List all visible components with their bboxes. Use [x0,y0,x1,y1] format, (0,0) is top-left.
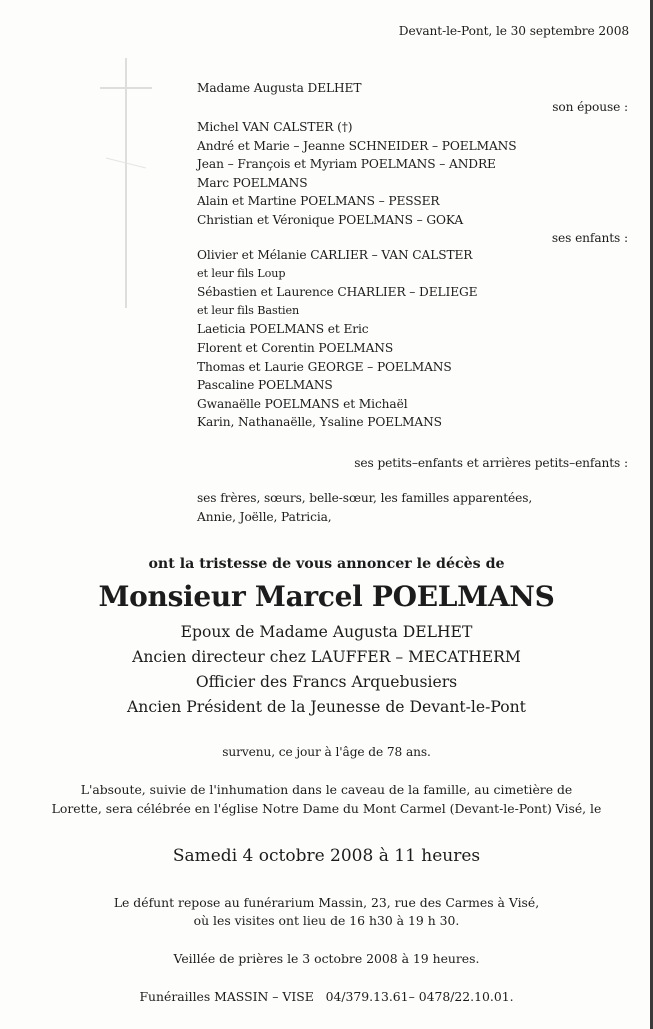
death-note: survenu, ce jour à l'âge de 78 ans. [222,745,431,759]
list-item: Michel VAN CALSTER (†) [197,120,353,134]
ceremony-line-1: L'absoute, suivie de l'inhumation dans le caveau de la famille, au cimetière de [80,782,573,797]
list-item: Olivier et Mélanie CARLIER – VAN CALSTER [197,248,473,262]
family-line-2: Annie, Joëlle, Patricia, [197,510,332,524]
widow-name: Madame Augusta DELHET [197,81,362,95]
widow-role: son épouse : [552,100,628,114]
deceased-title-4: Ancien Président de la Jeunesse de Devant-le-Pont [127,698,526,716]
visitation-line-1: Le défunt repose au funérarium Massin, 23, rue des Carmes à Visé, [113,895,540,910]
list-item: Sébastien et Laurence CHARLIER – DELIEGE [197,285,478,300]
list-item: Gwanaëlle POELMANS et Michaël [197,396,408,411]
funeral-home-contact: Funérailles MASSIN – VISE 04/379.13.61– 0478/22.10.01. [139,989,514,1004]
announcement: ont la tristesse de vous annoncer le décès de [148,556,505,572]
place-date: Devant-le-Pont, le 30 septembre 2008 [398,24,629,38]
children-list [197,118,516,230]
ceremony-date: Samedi 4 octobre 2008 à 11 heures [172,846,481,866]
children-role: ses enfants : [551,231,628,245]
list-item: Thomas et Laurie GEORGE – POELMANS [197,359,452,374]
deceased-title-1: Epoux de Madame Augusta DELHET [180,623,473,641]
vigil-note: Veillée de prières le 3 octobre 2008 à 19 heures. [173,951,480,966]
list-item: Alain et Martine POELMANS – PESSER [197,194,440,209]
ceremony-line-2: Lorette, sera célébrée en l'église Notre Dame du Mont Carmel (Devant-le-Pont) Visé, le [51,801,602,816]
list-item: et leur fils Loup [197,266,286,280]
list-item: Jean – François et Myriam POELMANS – ANDRE [197,157,496,172]
grandchildren-role: ses petits–enfants et arrières petits–enfants : [354,456,628,470]
list-item: Christian et Véronique POELMANS – GOKA [197,212,464,227]
family-line-1: ses frères, sœurs, belle-sœur, les familles apparentées, [197,491,533,505]
list-item: et leur fils Bastien [197,303,300,317]
list-item: Karin, Nathanaëlle, Ysaline POELMANS [197,415,442,430]
deceased-title-2: Ancien directeur chez LAUFFER – MECATHERM [132,648,521,666]
faded-cross-icon [96,58,156,308]
list-item: Laeticia POELMANS et Eric [197,322,369,337]
deceased-name: Monsieur Marcel POELMANS [98,580,555,613]
grandchildren-list [197,246,477,432]
deceased-title-3: Officier des Francs Arquebusiers [195,673,458,691]
list-item: Marc POELMANS [197,175,308,190]
list-item: Pascaline POELMANS [197,378,333,393]
list-item: André et Marie – Jeanne SCHNEIDER – POELMANS [197,138,517,153]
list-item: Florent et Corentin POELMANS [197,340,394,355]
visitation-line-2: où les visites ont lieu de 16 h30 à 19 h 30. [193,913,460,928]
